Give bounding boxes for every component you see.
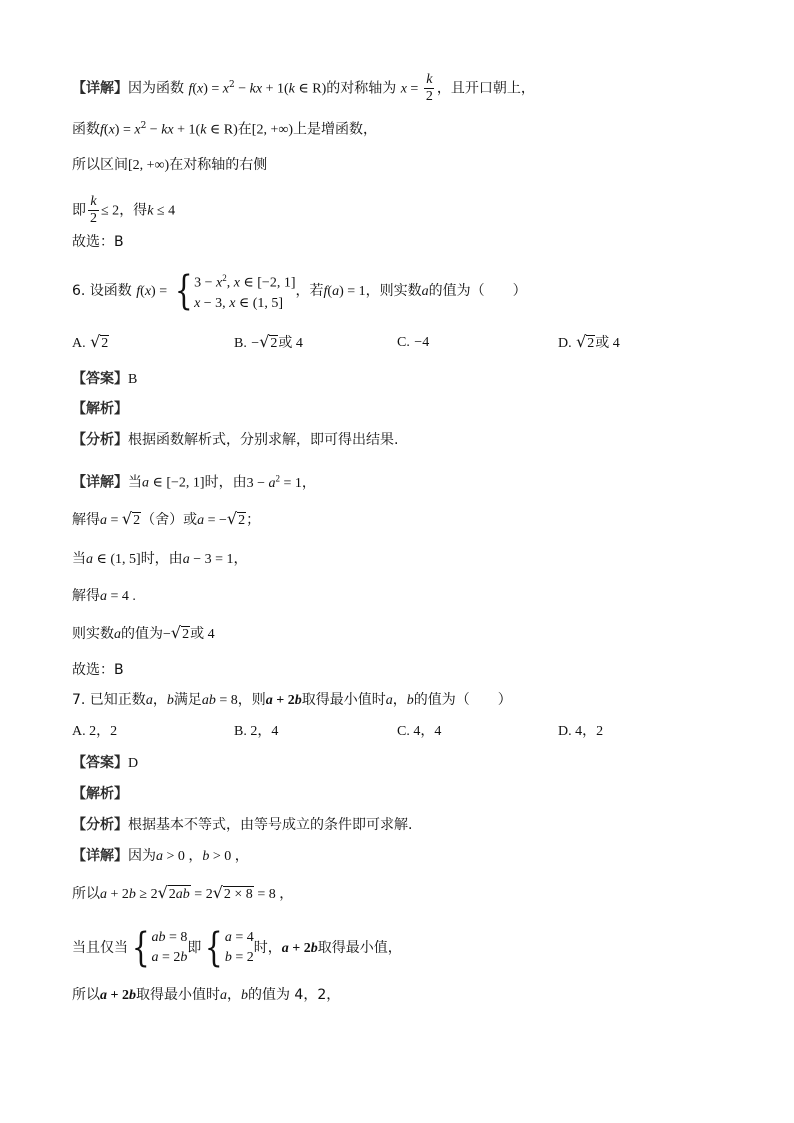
detail-6-line-4: 解得a = 4 . (72, 588, 136, 604)
detail-7-line-1: 【详解】因为a > 0 ，b > 0 ， (72, 848, 249, 864)
brace: { (131, 925, 150, 971)
text: 因为函数 (128, 80, 184, 97)
detail-6-line-1: 【详解】当a ∈ [−2, 1]时，由$3 - a^2 = 1$， (72, 473, 316, 491)
fraction-k-over-2: $\frac{k}{2}$ (90, 194, 97, 226)
answer-choice-line (72, 232, 124, 252)
text: 上是增函数， (293, 121, 377, 138)
detail-7-line-4: 所以a + 2b取得最小值时a，b的值为 4，2， (72, 987, 341, 1003)
question-6: 6. 设函数 f(x) = { $3 - x^2$, x ∈ [−2, 1] x − 3, x ∈ (1, 5] ，若f(a) = 1，则实数a的值为（ ） (72, 267, 527, 314)
text: 的值为（ ） (428, 282, 527, 299)
detail-6-line-5: 则实数a的值为−√2或 4 (72, 623, 215, 642)
option-a: A. 2，2 (72, 724, 118, 739)
detail-6-line-6: 故选：B (72, 662, 124, 678)
option-b: B. −√2或 4 (234, 332, 303, 351)
explain-line-3: 所以区间[2, +∞)在对称轴的右侧 (72, 157, 268, 173)
text: ，则实数 (365, 282, 422, 299)
option-c: C. −4 (397, 335, 430, 350)
detail-6-line-2: 解得a = √2（舍）或a = −√2； (72, 509, 261, 528)
system-cases: ab = 8 a = 2b (151, 930, 188, 965)
detail-6-line-3: 当a ∈ (1, 5]时，由a − 3 = 1， (72, 551, 248, 567)
fraction-k-over-2: $\frac{k}{2}$ (425, 72, 433, 104)
detail-7-line-3: 当且仅当{ ab = 8 a = 2b 即{ a = 4 b = 2 时，a + 2b取得最小值， (72, 925, 402, 971)
answer-7: 【答案】D (72, 755, 139, 771)
explain-line-1: 【详解】因为函数 $f(x) = x^2$ − kx + 1(k ∈ R)的对称轴为 x = $\frac{k}{2}$ ，且开口朝上， (72, 72, 535, 104)
option-d: D. 4，2 (558, 724, 604, 739)
system-cases: a = 4 b = 2 (224, 930, 254, 965)
text: 故选：B (72, 234, 124, 250)
text: 的对称轴为 (326, 80, 397, 97)
breakdown-6: 【分析】根据函数解析式，分别求解，即可得出结果. (72, 432, 399, 448)
text: 即 (72, 202, 86, 219)
brace: { (205, 925, 223, 971)
option-b: B. 2，4 (234, 724, 279, 739)
analysis-6: 【解析】 (72, 401, 128, 417)
text: 函数 (72, 121, 100, 138)
explain-line-4: 即 $\frac{k}{2}$ ≤ 2，得k ≤ 4 (72, 194, 176, 226)
option-a: A. √2 (72, 332, 109, 351)
question-7: 7. 已知正数a，b满足ab = 8，则a + 2b取得最小值时a，b的值为（ ） (72, 692, 512, 708)
option-c: C. 4，4 (397, 724, 442, 739)
explain-line-2: 函数$f(x) = x^2$ − kx + 1(k ∈ R)在[2, +∞)上是增函数， (72, 121, 377, 138)
piecewise-cases: $3 - x^2$, x ∈ [−2, 1] x − 3, x ∈ (1, 5] (194, 273, 296, 311)
text: 在对称轴的右侧 (169, 157, 268, 173)
detail-7-line-2: 所以a + 2b ≥ 2√2ab = 2√2 × 8 = 8 ， (72, 883, 294, 902)
option-d: D. √2或 4 (558, 332, 620, 351)
text: ，得 (119, 202, 148, 219)
breakdown-7: 【分析】根据基本不等式，由等号成立的条件即可求解. (72, 817, 413, 833)
brace: { (174, 267, 193, 314)
text: ，且开口朝上， (436, 80, 535, 97)
detail-tag: 【详解】 (72, 80, 128, 97)
text: 所以区间 (72, 157, 128, 173)
text: 在 (237, 121, 252, 138)
analysis-7: 【解析】 (72, 786, 128, 802)
question-number: 6. 设函数 (72, 282, 132, 299)
answer-6: 【答案】B (72, 371, 138, 387)
text: ，若 (295, 282, 324, 299)
